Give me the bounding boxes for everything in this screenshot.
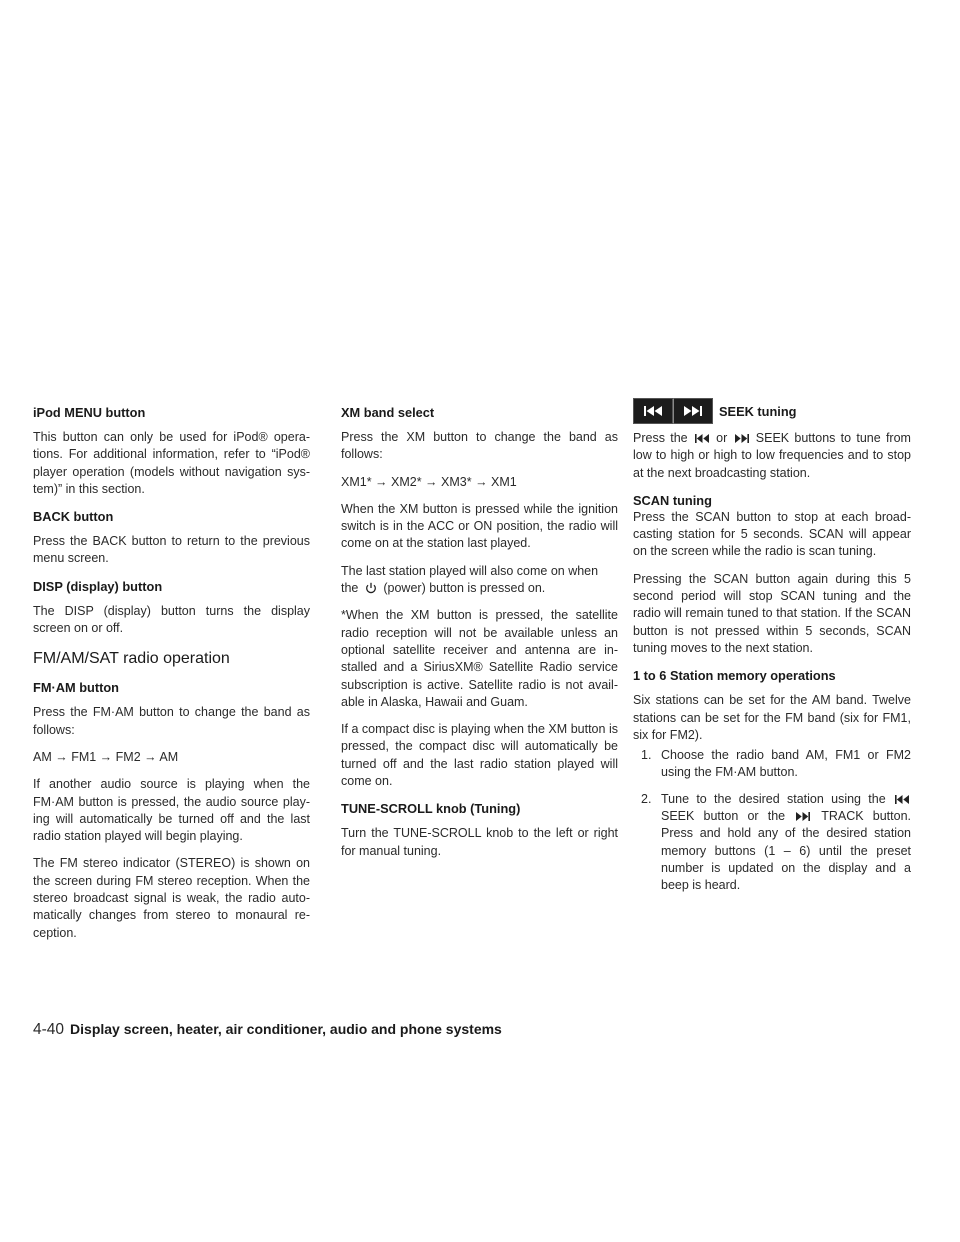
compact-disc-text: If a compact disc is playing when the XM button is pressed, the compact disc will automatically be turned off and the last radio station played will come on. (341, 722, 618, 789)
seek-tuning-heading: SEEK tuning (719, 403, 797, 419)
memory-step-2 (633, 791, 911, 895)
stereo-indicator-text: The FM stereo indicator (STEREO) is shown on the screen during FM stereo reception. When the stereo broadcast signal is weak, the radio auto-matically changes from stereo to monaural re-ception. (33, 856, 310, 940)
seek-back-small-icon (693, 432, 711, 445)
fmam-button-heading: FM·AM button (33, 680, 119, 696)
page-number: 4-40 (33, 1021, 65, 1038)
page-footer (33, 1021, 502, 1039)
step-text-a: Tune to the desired station using the (661, 791, 886, 806)
disp-button-text: The DISP (display) button turns the display screen on or off. (33, 603, 310, 636)
scan-tuning-heading: SCAN tuning (633, 492, 712, 508)
disp-button-heading: DISP (display) button (33, 578, 163, 594)
column-middle (341, 404, 618, 870)
xm-band-heading: XM band select (341, 405, 435, 420)
seek-keys (633, 398, 713, 424)
fmam-band-sequence: AM → FM1 → FM2 → AM (33, 749, 179, 764)
seek-text-press: Press the (633, 431, 688, 445)
last-station-text (341, 563, 618, 598)
xm-band-sequence: XM1* → XM2* → XM3* → XM1 (341, 474, 517, 489)
other-source-text: If another audio source is playing when the FM·AM button is pressed, the audio source play-ing will automatically be turned off and the last radio station played will begin playing. (33, 777, 310, 844)
step-text: Choose the radio band AM, FM1 or FM2 using the FM·AM button. (661, 748, 911, 780)
step-text-c: TRACK button. Press and hold any of the desired station memory buttons (1 – 6) until the preset number is updated on the display and a beep is heard. (661, 809, 911, 893)
back-button-heading: BACK button (33, 509, 114, 525)
memory-step-1 (633, 747, 911, 782)
step-text-b: SEEK button or the (661, 809, 786, 824)
back-button-text: Press the BACK button to return to the previous menu screen. (33, 534, 310, 566)
seek-back-icon (633, 398, 673, 424)
seek-forward-small-icon (794, 810, 812, 823)
ignition-text: When the XM button is pressed while the ignition switch is in the ACC or ON position, the radio will come on at the station last played. (341, 501, 618, 551)
scan-again-text: Pressing the SCAN button again during this 5 second period will stop SCAN tuning and the radio will remain tuned to that station. If the SCAN button is not pressed within 5 seconds, SCAN tuning moves to the next station. (633, 571, 911, 655)
step-number: 1. (641, 748, 652, 763)
ipod-menu-text: This button can only be used for iPod® opera-tions. For additional information, refer to “iPod® player operation (models without navigation sys-tem)” in this section. (33, 430, 310, 496)
ipod-menu-heading: iPod MENU button (33, 405, 146, 420)
seek-back-small-icon (893, 793, 911, 806)
column-right (633, 404, 911, 904)
station-memory-text: Six stations can be set for the AM band. Twelve stations can be set for the FM band (six for FM1, six for FM2). (633, 693, 911, 742)
last-station-text-a: The last station played will also come on when the (341, 563, 599, 596)
scan-tuning-text: Press the SCAN button to stop at each broad-casting station for 5 seconds. SCAN will appear on the screen while the radio is scan tuning. (633, 509, 911, 559)
seek-heading-row (633, 398, 911, 424)
memory-steps (633, 747, 911, 894)
tune-scroll-heading: TUNE-SCROLL knob (Tuning) (341, 801, 521, 817)
last-station-text-b: (power) button is pressed on. (383, 581, 546, 596)
station-memory-heading: 1 to 6 Station memory operations (633, 668, 836, 684)
fmam-button-text: Press the FM·AM button to change the band as follows: (33, 705, 310, 737)
seek-tuning-text (633, 430, 911, 482)
seek-forward-icon (673, 398, 713, 424)
power-icon (362, 582, 380, 595)
footer-section-title: Display screen, heater, air conditioner, audio and phone systems (70, 1021, 502, 1037)
satellite-note: *When the XM button is pressed, the satellite radio reception will not be available unless an optional satellite receiver and antenna are in-stalled and a SiriusXM® Satellite Radio service subscription is active. Satellite radio is not avail-able in Alaska, Hawaii and Guam. (341, 608, 618, 709)
tune-scroll-text: Turn the TUNE-SCROLL knob to the left or right for manual tuning. (341, 826, 618, 858)
step-number: 2. (641, 791, 652, 806)
seek-text-rest: SEEK buttons to tune from low to high or high to low frequencies and to stop at the next broadcasting station. (633, 431, 911, 480)
section-title: FM/AM/SAT radio operation (33, 650, 230, 668)
column-left (33, 404, 310, 952)
seek-forward-small-icon (733, 432, 751, 445)
seek-text-or: or (716, 431, 728, 445)
xm-band-text: Press the XM button to change the band as follows: (341, 430, 618, 462)
